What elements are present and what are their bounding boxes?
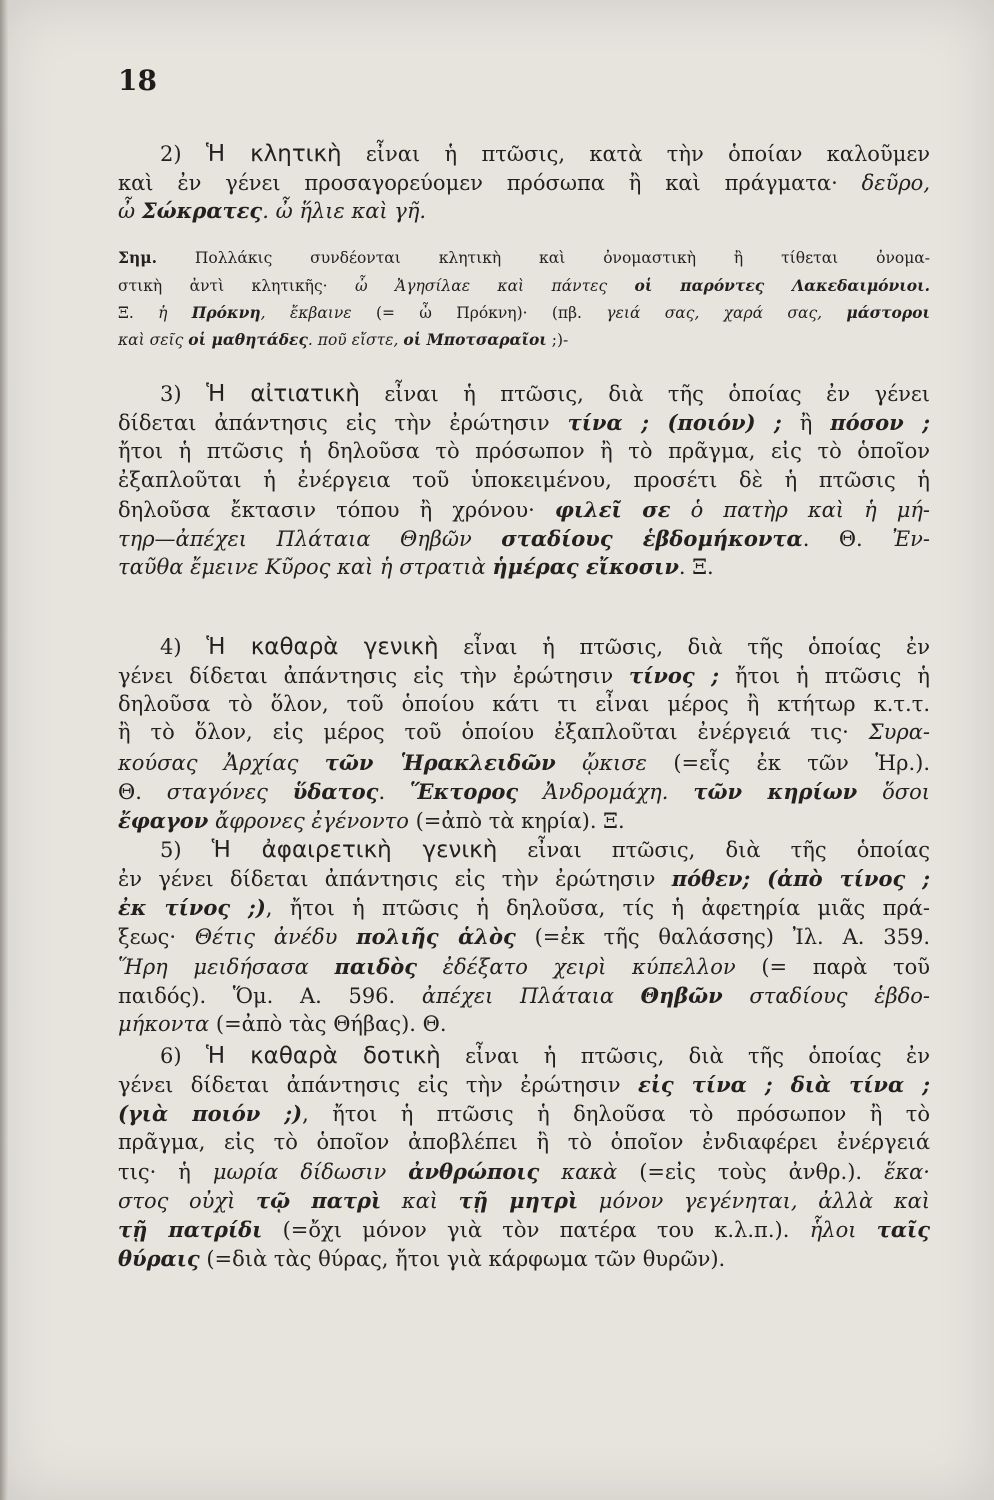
text-span: ἤτοι ἡ πτῶσις ἡ — [719, 664, 930, 688]
text-line — [118, 528, 930, 550]
text-span: καὶ σεῖς — [118, 331, 189, 349]
text-span: Ἥρη μειδήσασα — [118, 955, 335, 979]
text-span: ξεως· — [118, 925, 195, 949]
text-span: , ἤτοι ἡ πτῶσις ἡ δηλοῦσα, τίς ἡ ἀφετηρία μιᾶς πρά- — [265, 896, 931, 920]
text-span: Πολλάκις συνδέονται κλητικὴ καὶ ὀνομαστικὴ ἢ τίθεται ὀνομα- — [156, 249, 930, 267]
text-span: 6) — [160, 1044, 206, 1068]
text-span: γένει δίδεται ἀπάντησις εἰς τὴν ἐρώτησιν — [118, 664, 630, 688]
text-span: ἤτοι ἡ πτῶσις ἡ δηλοῦσα τὸ πρόσωπον ἢ τὸ πρᾶγμα, εἰς τὸ ὁποῖον — [118, 439, 930, 463]
text-span: φιλεῖ σε — [554, 497, 671, 522]
text-span: μάστοροι — [846, 303, 930, 322]
text-span: (= ὦ Πρόκνη)· (πβ. — [375, 304, 607, 322]
text-line — [118, 441, 930, 462]
text-span: Σώκρατες — [141, 198, 263, 223]
section-heading: Ἡ αἰτιατικὴ — [206, 381, 360, 407]
text-span: τῷ πατρὶ — [255, 1188, 382, 1213]
text-span: σταγόνες — [166, 780, 293, 804]
text-span: τίνος ; — [629, 663, 720, 688]
text-span: , ἔκβαινε — [260, 304, 376, 322]
text-span: ἐξαπλοῦται ἡ ἐνέργεια τοῦ ὑποκειμένου, προσέτι δὲ ἡ πτῶσις ἡ — [118, 468, 930, 492]
text-line — [118, 173, 930, 194]
text-line — [118, 926, 930, 948]
text-span: (=ἀπὸ τὰς Θήβας). Θ. — [215, 1012, 447, 1036]
text-span: γένει δίδεται ἀπάντησις εἰς τὴν ἐρώτησιν — [118, 1073, 638, 1097]
text-span: δίδεται ἀπάντησις εἰς τὴν ἐρώτησιν — [118, 411, 568, 435]
section-heading: Ἡ κλητικὴ — [205, 141, 342, 167]
text-line — [118, 956, 930, 978]
text-line — [118, 1132, 930, 1153]
text-span: Θηβῶν — [640, 983, 723, 1008]
text-span: εἶναι ἡ πτῶσις, διὰ τῆς ὁποίας ἐν — [440, 1044, 930, 1068]
text-span: Σημ. — [118, 248, 157, 267]
text-line — [118, 250, 930, 267]
text-span: . ὦ ἥλιε καὶ γῆ. — [262, 199, 427, 223]
text-span: τῶν κηρίων — [693, 779, 858, 804]
text-line — [118, 810, 930, 832]
text-span: ὁ πατὴρ καὶ ἡ μή- — [670, 498, 931, 522]
text-span: . Ξ. — [678, 555, 714, 579]
text-span: ἐκ τίνος ;) — [118, 895, 266, 920]
text-span: ἐν γένει δίδεται ἀπάντησις εἰς τὴν ἐρώτησιν — [118, 867, 672, 891]
text-line — [118, 470, 930, 491]
text-span: ἀνθρώποις — [408, 1159, 540, 1184]
text-span: Ξ. — [118, 304, 159, 322]
text-line — [118, 897, 930, 919]
text-line — [118, 1074, 930, 1096]
text-span: στικὴ ἀντὶ κλητικῆς· — [118, 277, 355, 295]
text-span: στος οὐχὶ — [118, 1189, 256, 1213]
text-span: οἱ μαθητάδες — [188, 330, 308, 349]
text-span: ὅσοι — [857, 780, 930, 804]
text-span: σταδίους ἑβδομήκοντα — [501, 526, 803, 551]
text-span: Ἕκτορος — [410, 779, 519, 804]
text-span: πολιῆς ἁλὸς — [356, 924, 516, 949]
text-span: καὶ — [381, 1189, 459, 1213]
text-span: ᾤκισε — [555, 751, 674, 775]
text-span: μήκοντα — [118, 1012, 216, 1036]
text-span: Ἀνδρομάχη. — [518, 780, 694, 804]
text-span: (=διὰ τὰς θύρας, ἤτοι γιὰ κάρφωμα τῶν θυρῶν). — [199, 1247, 726, 1271]
text-span: δεῦρο, — [861, 171, 930, 195]
text-line — [160, 1045, 930, 1068]
page-number: 18 — [118, 64, 157, 97]
text-line — [118, 781, 930, 803]
text-span: ἡ — [158, 304, 192, 322]
text-span: πρᾶγμα, εἰς τὸ ὁποῖον ἀποβλέπει ἢ τὸ ὁποῖον ἐνδιαφέρει ἐνέργειά — [118, 1130, 930, 1154]
text-span: παιδός). Ὅμ. Α. 596. — [118, 984, 422, 1008]
text-span: (=ἐκ τῆς θαλάσσης) Ἰλ. Α. 359. — [515, 925, 931, 949]
text-span: (=εἷς ἐκ τῶν Ἡρ.). — [673, 751, 930, 775]
text-span: τῇ πατρίδι — [118, 1217, 263, 1242]
text-span: θύραις — [118, 1246, 200, 1271]
text-span: ὕδατος — [292, 779, 379, 804]
text-span: ἡμέρας εἴκοσιν — [492, 554, 679, 579]
text-line — [118, 305, 930, 322]
text-span: τῇ μητρὶ — [458, 1188, 579, 1213]
text-span: . — [378, 780, 411, 804]
text-span: ;)- — [546, 331, 569, 349]
text-span: , ἤτοι ἡ πτῶσις ἡ δηλοῦσα τὸ πρόσωπον ἢ τὸ — [302, 1102, 930, 1126]
text-span: σταδίους ἑβδο- — [722, 984, 931, 1008]
text-span: κούσας Ἀρχίας — [118, 751, 325, 775]
text-line — [118, 499, 930, 521]
text-span: ἧλοι — [809, 1218, 877, 1242]
text-span: 4) — [160, 635, 207, 659]
text-span: οἱ Μποτσαραῖοι — [403, 330, 547, 349]
text-line — [118, 1219, 930, 1241]
text-span: εἶναι ἡ πτῶσις, διὰ τῆς ὁποίας ἐν — [438, 635, 930, 659]
text-line — [118, 1190, 930, 1212]
text-span: ἄφρονες ἐγένοντο — [208, 809, 416, 833]
text-span: μωρία δίδωσιν — [212, 1160, 409, 1184]
text-line — [118, 556, 930, 578]
text-span: Θ. — [118, 780, 167, 804]
text-span: Θέτις ἀνέδυ — [194, 925, 357, 949]
text-span: ἐδέξατο χειρὶ κύπελλον — [417, 955, 762, 979]
text-span: ἀπέχει Πλάταια — [421, 984, 641, 1008]
text-span: 5) — [160, 838, 212, 862]
text-span: (= παρὰ τοῦ — [761, 955, 930, 979]
text-span: δηλοῦσα ἔκτασιν τόπου ἢ χρόνου· — [118, 498, 555, 522]
page-edge — [0, 0, 8, 1500]
text-span: τῶν Ἡρακλειδῶν — [324, 750, 556, 775]
text-line — [118, 1161, 930, 1183]
section-heading: Ἡ ἀφαιρετικὴ γενικὴ — [211, 837, 498, 863]
text-span: εἶναι ἡ πτῶσις, κατὰ τὴν ὁποίαν καλοῦμεν — [341, 142, 930, 166]
text-line — [118, 1103, 930, 1125]
text-span: δηλοῦσα τὸ ὅλον, τοῦ ὁποίου κάτι τι εἶναι μέρος ἢ κτήτωρ κ.τ.τ. — [118, 692, 930, 716]
text-span: ταῖς — [876, 1217, 931, 1242]
text-span: ἢ — [781, 411, 831, 435]
text-line — [118, 752, 930, 774]
text-span: παιδὸς — [334, 954, 418, 979]
text-line — [118, 665, 930, 687]
text-line — [118, 412, 930, 434]
section-heading: Ἡ καθαρὰ γενικὴ — [206, 634, 439, 660]
text-line — [160, 143, 930, 166]
text-line — [118, 694, 930, 715]
text-span: τις· ἡ — [118, 1160, 213, 1184]
text-span: πόθεν; (ἀπὸ τίνος ; — [671, 866, 930, 891]
text-span: εἶναι ἡ πτῶσις, διὰ τῆς ὁποίας ἐν γένει — [359, 382, 930, 406]
text-span: ἢ τὸ ὅλον, εἰς μέρος τοῦ ὁποίου ἐξαπλοῦται ἐνέργειά τις· — [118, 720, 869, 744]
text-span: (γιὰ ποιόν ;) — [118, 1101, 303, 1126]
text-span: τηρ—ἀπέχει Πλάταια Θηβῶν — [118, 527, 502, 551]
text-line — [118, 332, 930, 349]
text-line — [160, 839, 930, 862]
text-line — [118, 722, 930, 743]
text-span: Συρα- — [868, 720, 930, 744]
text-span: πόσον ; — [830, 410, 930, 435]
text-line — [118, 1014, 930, 1035]
text-span: (=ὄχι μόνον γιὰ τὸν πατέρα του κ.λ.π.). — [262, 1218, 810, 1242]
text-span: . Θ. — [802, 527, 893, 551]
text-span: (=ἀπὸ τὰ κηρία). Ξ. — [415, 809, 625, 833]
text-span: Πρόκνη — [191, 303, 261, 322]
text-span: ταῦθα ἔμεινε Κῦρος καὶ ἡ στρατιὰ — [118, 555, 493, 579]
text-span: ἕκα· — [884, 1160, 930, 1184]
text-span: μόνον γεγένηται, ἀλλὰ καὶ — [578, 1189, 931, 1213]
text-span: (=εἰς τοὺς ἀνθρ.). — [639, 1160, 885, 1184]
text-span: τίνα ; (ποιόν) ; — [567, 410, 782, 435]
text-span: οἱ παρόντες Λακεδαιμόνιοι. — [634, 276, 931, 295]
text-line — [160, 636, 930, 659]
text-span: Ἐν- — [892, 527, 930, 551]
text-span: 3) — [160, 382, 207, 406]
text-span: ὦ Ἀγησίλαε καὶ πάντες — [354, 277, 635, 295]
text-span: ὦ — [118, 199, 142, 223]
text-span: καὶ ἐν γένει προσαγορεύομεν πρόσωπα ἢ καὶ πράγματα· — [118, 171, 862, 195]
text-line — [118, 985, 930, 1007]
text-span: γειά σας, χαρά σας, — [606, 304, 847, 322]
text-span: εἶναι πτῶσις, διὰ τῆς ὁποίας — [497, 838, 930, 862]
text-line — [118, 1248, 930, 1270]
text-span: ἔφαγον — [118, 808, 209, 833]
text-line — [118, 868, 930, 890]
text-span: 2) — [160, 142, 206, 166]
text-line — [118, 278, 930, 295]
text-line — [160, 383, 930, 406]
text-span: εἰς τίνα ; διὰ τίνα ; — [638, 1072, 930, 1097]
text-span: . ποῦ εἴστε, — [307, 331, 404, 349]
text-span: κακὰ — [539, 1160, 640, 1184]
section-heading: Ἡ καθαρὰ δοτικὴ — [205, 1043, 441, 1069]
text-line — [118, 200, 930, 222]
